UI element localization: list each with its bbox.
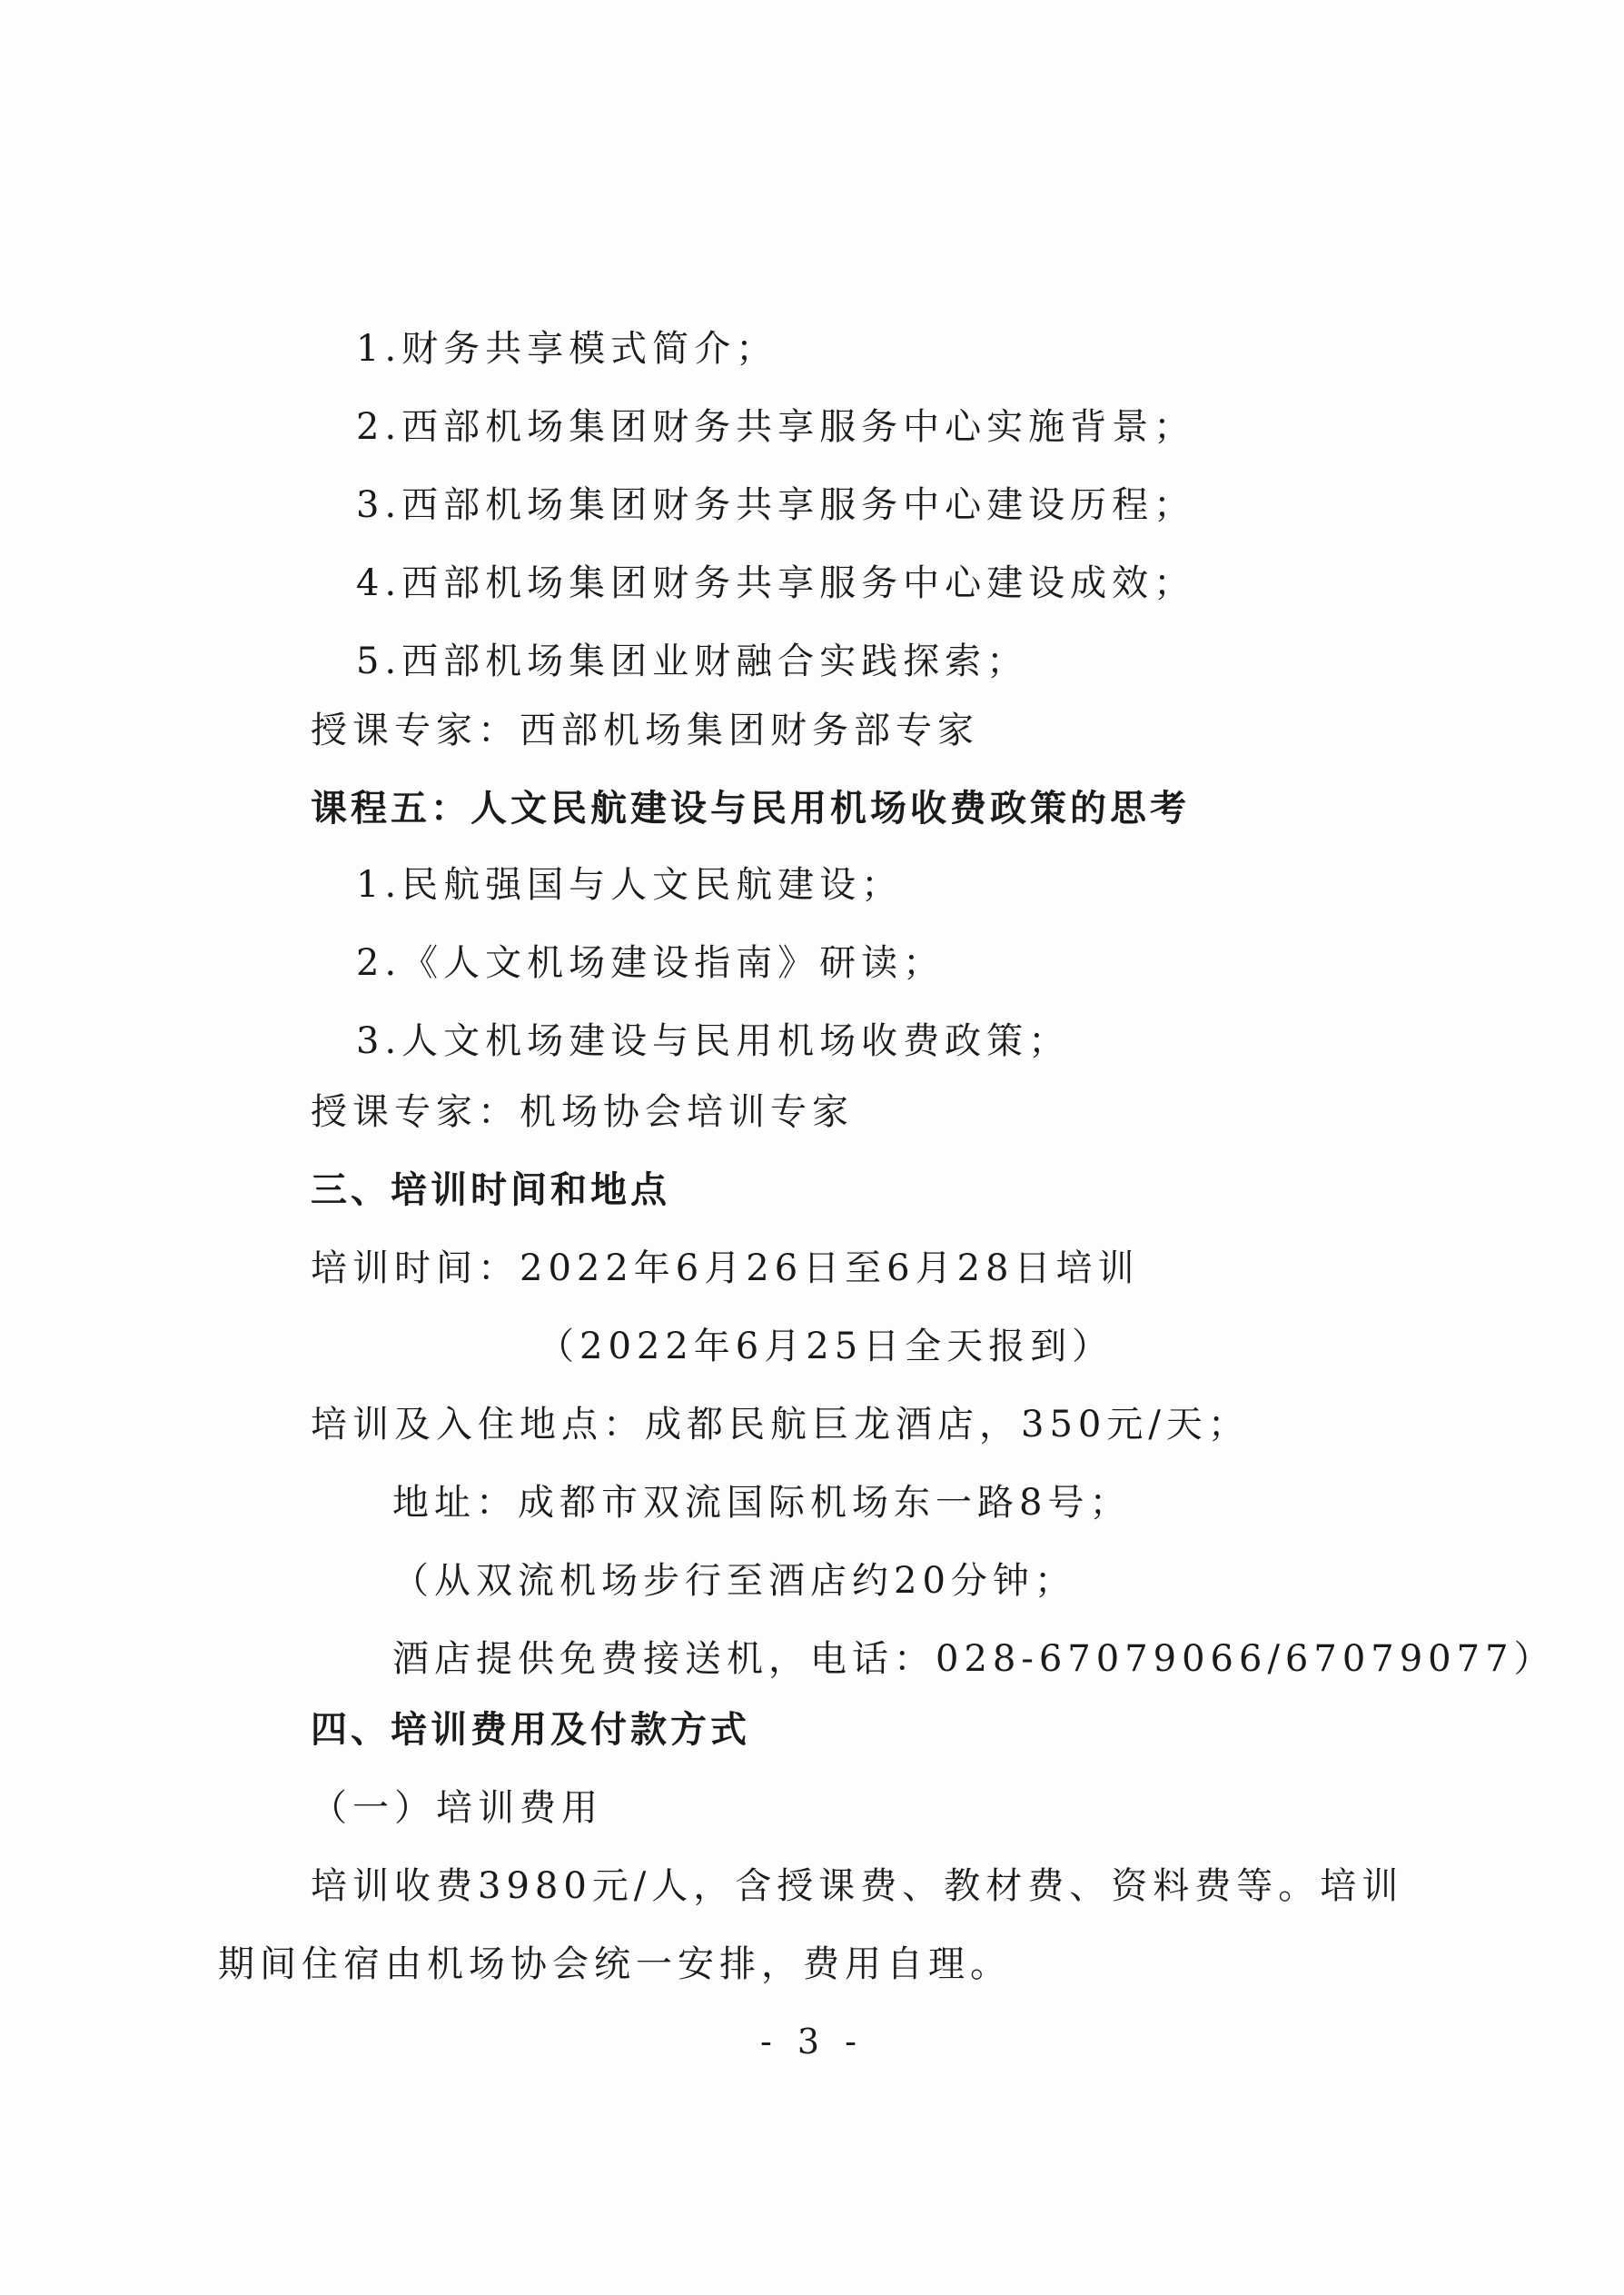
course5-item-3: 3.人文机场建设与民用机场收费政策； <box>356 1020 1071 1062</box>
section4-heading: 四、培训费用及付款方式 <box>311 1709 750 1751</box>
course4-item-1: 1.财务共享模式简介； <box>356 328 778 370</box>
venue-address: 地址：成都市双流国际机场东一路8号； <box>392 1482 1132 1524</box>
course4-item-3: 3.西部机场集团财务共享服务中心建设历程； <box>356 484 1196 526</box>
training-venue: 培训及入住地点：成都民航巨龙酒店，350元/天； <box>311 1404 1250 1446</box>
course5-title: 课程五：人文民航建设与民用机场收费政策的思考 <box>311 788 1190 830</box>
page-number: - 3 - <box>759 2022 864 2062</box>
checkin-date: （2022年6月25日全天报到） <box>538 1326 1114 1367</box>
shuttle-phone: 酒店提供免费接送机，电话：028-67079066/67079077） <box>392 1638 1556 1680</box>
training-time: 培训时间：2022年6月26日至6月28日培训 <box>311 1247 1140 1289</box>
walking-distance: （从双流机场步行至酒店约20分钟； <box>392 1560 1076 1602</box>
course4-instructor: 授课专家：西部机场集团财务部专家 <box>311 710 979 751</box>
course4-item-4: 4.西部机场集团财务共享服务中心建设成效； <box>356 562 1196 604</box>
section4-subheading: （一）培训费用 <box>311 1787 603 1829</box>
course4-item-5: 5.西部机场集团业财融合实践探索； <box>356 641 1029 682</box>
course5-item-1: 1.民航强国与人文民航建设； <box>356 864 904 906</box>
fee-paragraph-line-1: 培训收费3980元/人，含授课费、教材费、资料费等。培训 <box>311 1865 1404 1907</box>
course4-item-2: 2.西部机场集团财务共享服务中心实施背景； <box>356 406 1196 448</box>
course5-instructor: 授课专家：机场协会培训专家 <box>311 1091 854 1133</box>
section3-heading: 三、培训时间和地点 <box>311 1169 670 1211</box>
fee-paragraph-line-2: 期间住宿由机场协会统一安排，费用自理。 <box>218 1943 1012 1985</box>
course5-item-2: 2.《人文机场建设指南》研读； <box>356 942 946 984</box>
